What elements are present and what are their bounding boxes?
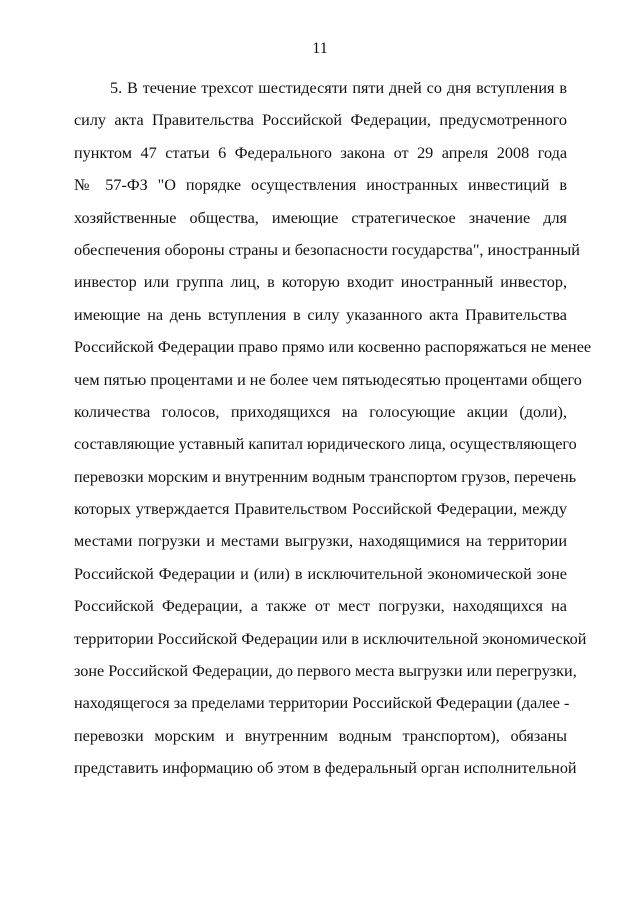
text-line: пунктом 47 статьи 6 Федерального закона от 29 апреля 2008 года <box>74 143 567 162</box>
text-line: представить информацию об этом в федеральный орган исполнительной <box>74 759 577 778</box>
text-line: находящегося за пределами территории Российской Федерации (далее - <box>74 694 570 713</box>
text-line: имеющие на день вступления в силу указанного акта Правительства <box>74 305 567 324</box>
paragraph-5 <box>74 72 592 785</box>
text-line: территории Российской Федерации или в исключительной экономической <box>74 629 587 648</box>
page-number: 11 <box>312 40 328 57</box>
text-line: зоне Российской Федерации, до первого места выгрузки или перегрузки, <box>74 662 577 681</box>
text-line: чем пятью процентами и не более чем пятьюдесятью процентами общего <box>74 370 582 389</box>
text-line: перевозки морским и внутренним водным транспортом), обязаны <box>74 726 567 745</box>
text-line: перевозки морским и внутренним водным транспортом грузов, перечень <box>74 467 577 486</box>
text-line: обеспечения обороны страны и безопасности государства", иностранный <box>74 240 580 259</box>
text-line: Российской Федерации, а также от мест погрузки, находящихся на <box>74 597 567 616</box>
text-line: которых утверждается Правительством Российской Федерации, между <box>74 500 567 519</box>
text-line: составляющие уставный капитал юридического лица, осуществляющего <box>74 435 577 454</box>
text-line: инвестор или группа лиц, в которую входит иностранный инвестор, <box>74 273 567 292</box>
text-line: количества голосов, приходящихся на голосующие акции (доли), <box>74 402 567 421</box>
text-line: хозяйственные общества, имеющие стратегическое значение для <box>74 208 567 227</box>
text-line: силу акта Правительства Российской Федерации, предусмотренного <box>74 111 567 130</box>
text-line: местами погрузки и местами выгрузки, находящимися на территории <box>74 532 567 551</box>
text-line: Российской Федерации право прямо или косвенно распоряжаться не менее <box>74 338 592 357</box>
text-line: Российской Федерации и (или) в исключительной экономической зоне <box>74 564 567 583</box>
text-line: № 57-ФЗ "О порядке осуществления иностранных инвестиций в <box>74 176 567 195</box>
text-line: 5. В течение трехсот шестидесяти пяти дней со дня вступления в <box>110 79 567 97</box>
